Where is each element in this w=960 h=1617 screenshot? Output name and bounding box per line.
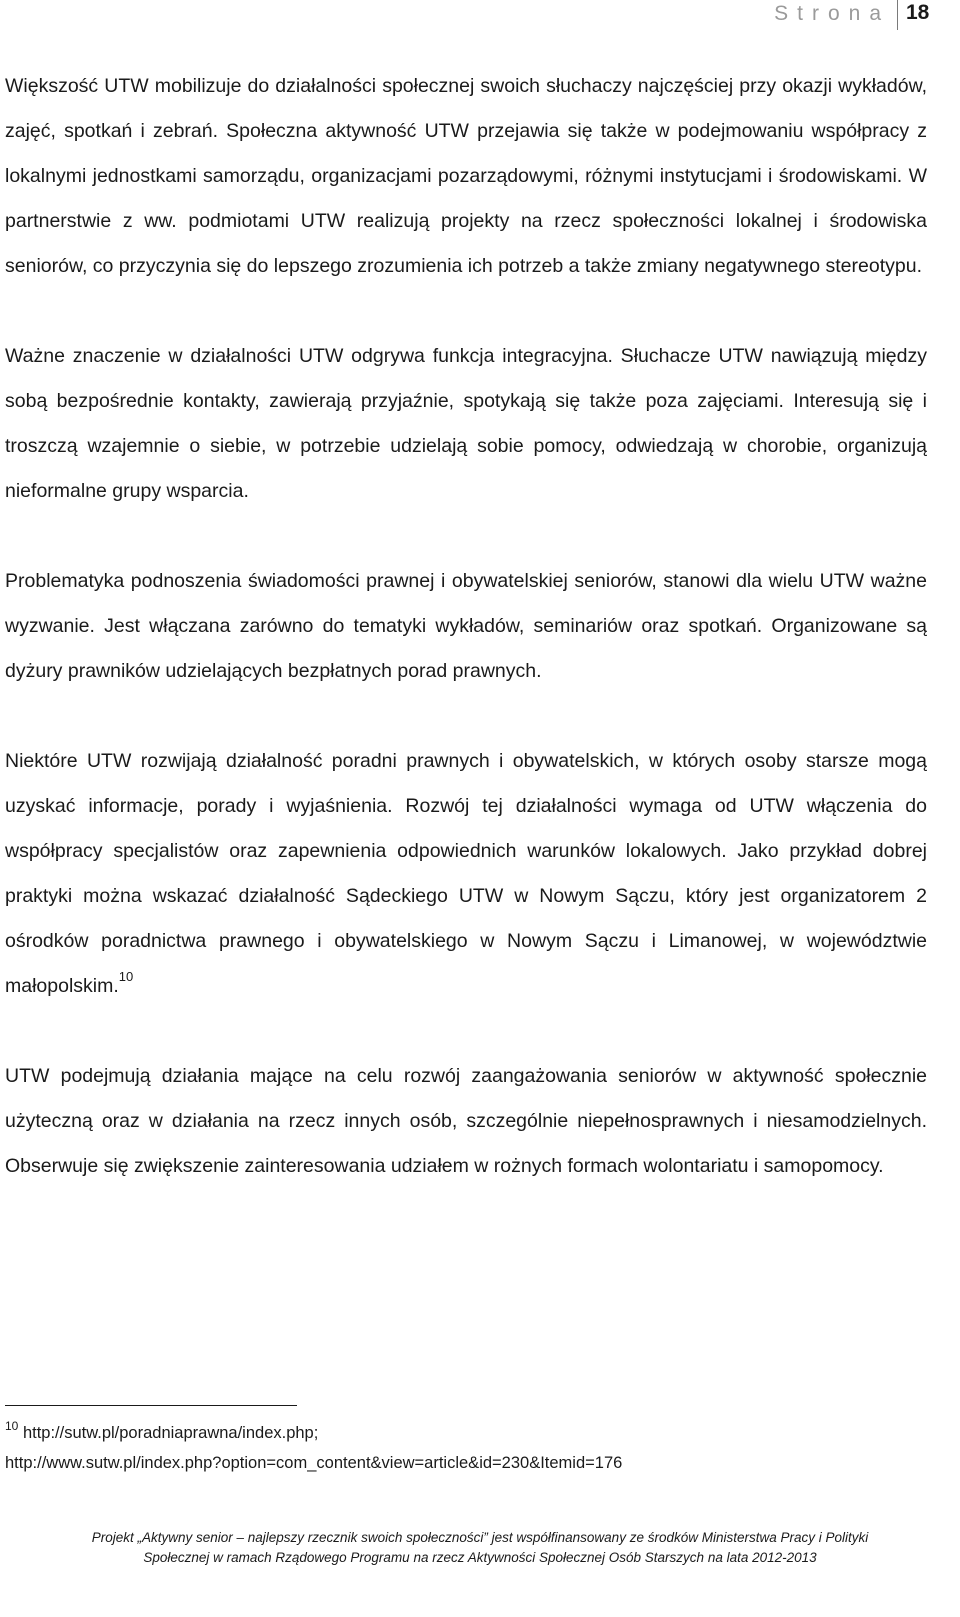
footer-line-2: Społecznej w ramach Rządowego Programu na rzecz Aktywności Społecznej Osób Starszych na lata 2012-2013 — [143, 1550, 817, 1565]
document-body — [5, 64, 927, 1189]
paragraph-legal-clinics — [5, 739, 927, 1009]
page-header — [0, 0, 960, 30]
paragraph-social-activity — [5, 64, 927, 289]
header-divider — [897, 0, 898, 30]
paragraph-volunteering — [5, 1054, 927, 1189]
paragraph-text: Niektóre UTW rozwijają działalność poradni prawnych i obywatelskich, w których osoby starsze mogą uzyskać informacje, porady i wyjaśnienia. Rozwój tej działalności wymaga od UTW włączenia do współpracy specjalistów oraz zapewnienia odpowiednich warunków lokalowych. Jako przykład dobrej praktyki można wskazać działalność Sądeckiego UTW w Nowym Sączu, który jest organizatorem 2 ośrodków poradnictwa prawnego i obywatelskiego w Nowym Sączu i Limanowej, w województwie małopolskim. — [5, 750, 927, 997]
footnote-link-1[interactable]: http://sutw.pl/poradniaprawna/index.php; — [22, 1424, 319, 1442]
page-label: Strona — [774, 2, 890, 25]
paragraph-text: Problematyka podnoszenia świadomości prawnej i obywatelskiej seniorów, stanowi dla wielu UTW ważne wyzwanie. Jest włączana zarówno do tematyki wykładów, seminariów oraz spotkań. Organizowane są dyżury prawników udzielających bezpłatnych porad prawnych. — [5, 570, 927, 682]
page-number: 18 — [906, 1, 930, 24]
footnote-reference[interactable]: 10 — [118, 969, 134, 984]
footnote-link-2[interactable]: http://www.sutw.pl/index.php?option=com_content&view=article&id=230&Itemid=176 — [5, 1454, 623, 1472]
footnote-number: 10 — [5, 1419, 19, 1433]
paragraph-legal-awareness — [5, 559, 927, 694]
footnote-line-2 — [5, 1448, 927, 1478]
footer-line-1: Projekt „Aktywny senior – najlepszy rzecznik swoich społeczności” jest współfinansowany ze środków Ministerstwa Pracy i Polityki — [91, 1530, 869, 1545]
page-footer — [0, 1528, 960, 1568]
paragraph-text: Ważne znaczenie w działalności UTW odgrywa funkcja integracyjna. Słuchacze UTW nawiązują między sobą bezpośrednie kontakty, zawierają przyjaźnie, spotykają się także poza zajęciami. Interesują się i troszczą wzajemnie o siebie, w potrzebie udzielają sobie pomocy, odwiedzają w chorobie, organizują nieformalne grupy wsparcia. — [5, 345, 927, 502]
footnote-line-1 — [5, 1418, 927, 1448]
footnote-separator — [5, 1405, 297, 1406]
paragraph-text: Większość UTW mobilizuje do działalności społecznej swoich słuchaczy najczęściej przy okazji wykładów, zajęć, spotkań i zebrań. Społeczna aktywność UTW przejawia się także w podejmowaniu współpracy z lokalnymi jednostkami samorządu, organizacjami pozarządowymi, różnymi instytucjami i środowiskami. W partnerstwie z ww. podmiotami UTW realizują projekty na rzecz społeczności lokalnej i środowiska seniorów, co przyczynia się do lepszego zrozumienia ich potrzeb a także zmiany negatywnego stereotypu. — [5, 75, 927, 277]
paragraph-integration — [5, 334, 927, 514]
paragraph-text: UTW podejmują działania mające na celu rozwój zaangażowania seniorów w aktywność społecznie użyteczną oraz w działania na rzecz innych osób, szczególnie niepełnosprawnych i niesamodzielnych. Obserwuje się zwiększenie zainteresowania udziałem w rożnych formach wolontariatu i samopomocy. — [5, 1065, 927, 1177]
footnote — [5, 1418, 927, 1478]
